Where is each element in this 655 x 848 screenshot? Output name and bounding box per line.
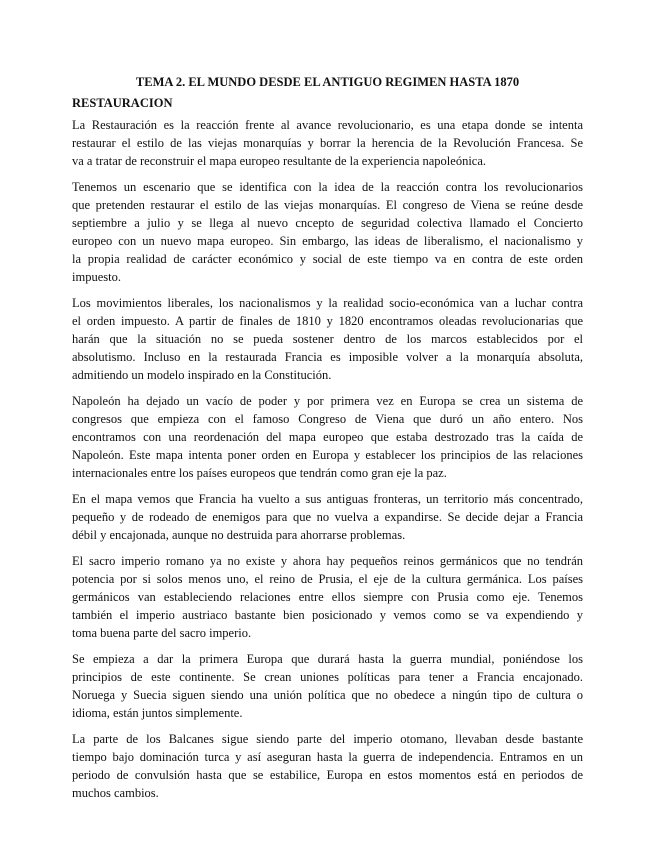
text-line: idioma, están juntos simplemente. xyxy=(72,706,243,720)
text-line: va a tratar de reconstruir el mapa europeo resultante de la experiencia napoleónica. xyxy=(72,154,487,168)
text-line: la propia realidad de carácter económico y social de este tiempo va en contra de este orden xyxy=(72,252,583,266)
text-line: europeo con un nuevo mapa europeo. Sin embargo, las ideas de liberalismo, el nacionalismo y xyxy=(72,234,583,248)
text-line: Noruega y Suecia siguen siendo una unión política que no obedece a ningún tipo de cultura o xyxy=(72,688,583,702)
paragraph xyxy=(72,490,583,544)
paragraph xyxy=(72,730,583,802)
text-line: débil y encajonada, aunque no destruida para ahorrarse problemas. xyxy=(72,528,406,542)
paragraph xyxy=(72,116,583,170)
text-line: Los movimientos liberales, los nacionalismos y la realidad socio-económica van a luchar contra xyxy=(72,296,583,310)
text-line: La parte de los Balcanes sigue siendo parte del imperio otomano, llevaban desde bastante xyxy=(72,732,583,746)
text-line: encontramos con una reordenación del mapa europeo que estaba destrozado tras la caída de xyxy=(72,430,583,444)
text-line: también el imperio austriaco bastante bien posicionado y vemos como se va expendiendo y xyxy=(72,608,583,622)
document-page xyxy=(72,72,583,810)
text-line: Napoleón. Este mapa intenta poner orden en Europa y establecer los principios de las relaciones xyxy=(72,448,583,462)
text-line: potencia por si solos menos uno, el reino de Prusia, el eje de la cultura germánica. Los países xyxy=(72,572,583,586)
text-line: que pretenden restaurar el estilo de las viejas monarquías. El congreso de Viena se reúne desde xyxy=(72,198,583,212)
text-line: impuesto. xyxy=(72,270,121,284)
text-line: pequeño y de rodeado de enemigos para que no vuelva a expandirse. Se decide dejar a Francia xyxy=(72,510,583,524)
text-line: harán que la situación no se pueda sostener dentro de los marcos establecidos por el xyxy=(72,332,583,346)
text-line: En el mapa vemos que Francia ha vuelto a sus antiguas fronteras, un territorio más concentrado, xyxy=(72,492,583,506)
paragraph xyxy=(72,650,583,722)
text-line: restaurar el estilo de las viejas monarquías y borrar la herencia de la Revolución Francesa. Se xyxy=(72,136,583,150)
text-line: admitiendo un modelo inspirado en la Constitución. xyxy=(72,368,332,382)
document-title: TEMA 2. EL MUNDO DESDE EL ANTIGUO REGIMEN HASTA 1870 xyxy=(135,75,520,89)
paragraph xyxy=(72,178,583,286)
text-line: periodo de convulsión hasta que se estabilice, Europa en estos momentos está en periodos de xyxy=(72,768,583,782)
paragraph xyxy=(72,552,583,642)
document-body xyxy=(72,116,583,802)
text-line: tiempo bajo dominación turca y así aseguran hasta la guerra de independencia. Entramos en un xyxy=(72,750,583,764)
text-line: el orden impuesto. A partir de finales de 1810 y 1820 encontramos oleadas revolucionarias que xyxy=(72,314,583,328)
text-line: absolutismo. Incluso en la restaurada Francia es imposible volver a la monarquía absoluta, xyxy=(72,350,583,364)
text-line: Se empieza a dar la primera Europa que durará hasta la guerra mundial, poniéndose los xyxy=(72,652,583,666)
text-line: La Restauración es la reacción frente al avance revolucionario, es una etapa donde se intenta xyxy=(72,118,583,132)
text-line: principios de este continente. Se crean uniones políticas para tener a Francia encajonado. xyxy=(72,670,583,684)
text-line: congresos que empieza con el famoso Congreso de Viena que duró un año entero. Nos xyxy=(72,412,583,426)
text-line: Tenemos un escenario que se identifica con la idea de la reacción contra los revolucionarios xyxy=(72,180,583,194)
text-line: Napoleón ha dejado un vacío de poder y por primera vez en Europa se crea un sistema de xyxy=(72,394,583,408)
section-heading: RESTAURACION xyxy=(72,96,173,110)
text-line: El sacro imperio romano ya no existe y ahora hay pequeños reinos germánicos que no tendrán xyxy=(72,554,583,568)
text-line: germánicos van estableciendo relaciones entre ellos siempre con Prusia como eje. Tenemos xyxy=(72,590,583,604)
text-line: septiembre a julio y se llega al nuevo cncepto de seguridad colectiva llamado el Concierto xyxy=(72,216,583,230)
text-line: internacionales entre los países europeos que tendrán como gran eje la paz. xyxy=(72,466,447,480)
text-line: muchos cambios. xyxy=(72,786,159,800)
paragraph xyxy=(72,294,583,384)
text-line: toma buena parte del sacro imperio. xyxy=(72,626,252,640)
paragraph xyxy=(72,392,583,482)
